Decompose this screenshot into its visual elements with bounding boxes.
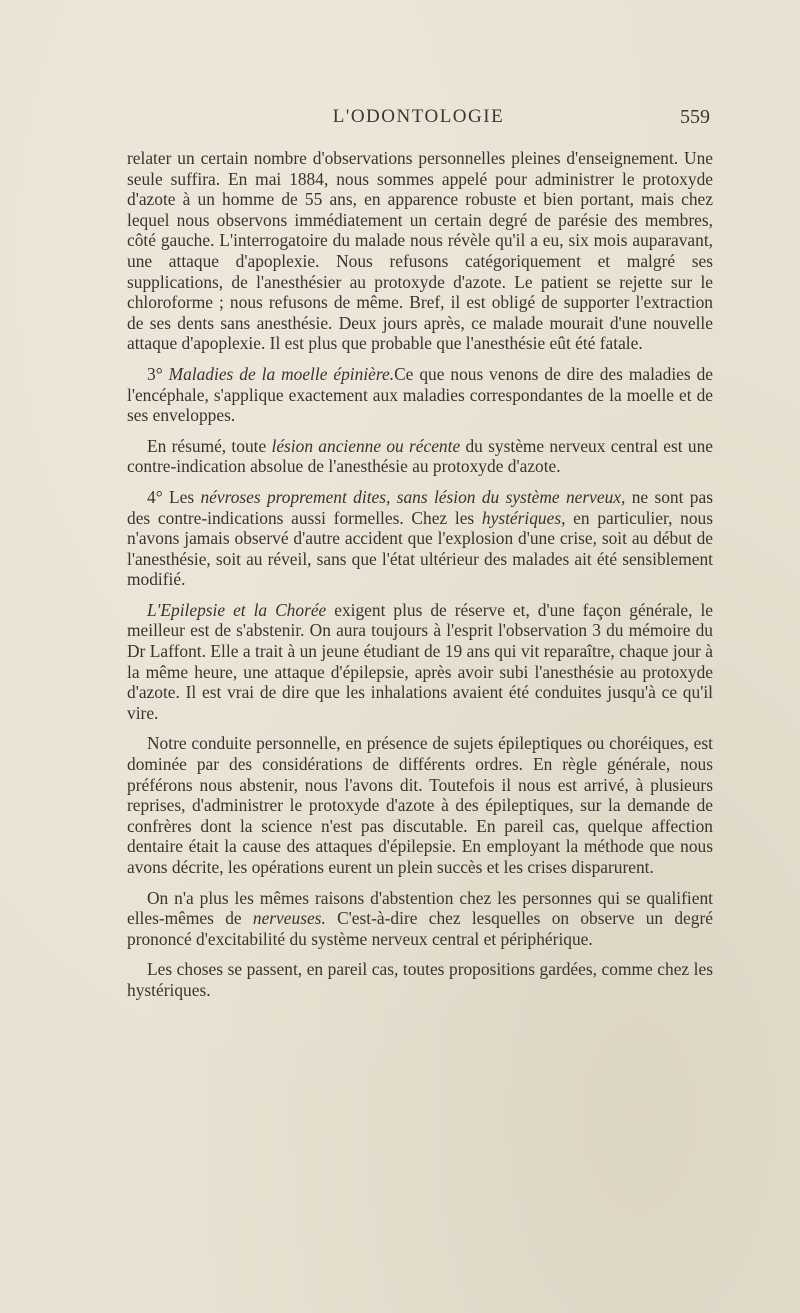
paragraph [127,888,713,950]
text-run: Ce que nous venons de dire des maladies de l'encéphale, s'applique exactement aux maladies correspondantes de la moelle et de ses enveloppes. [127,363,713,426]
running-head [127,104,710,134]
text-run: C'est-à-dire chez lesquelles on observe un degré prononcé d'excitabilité du système nerveux central et périphérique. [127,908,713,949]
running-title: L'ODONTOLOGIE [332,106,505,127]
body-text [127,148,713,1011]
page-number: 559 [680,106,710,128]
text-run: 3° [147,363,169,384]
text-run: en particulier, nous n'avons jamais observé d'autre accident que l'explosion d'une crise, soit au début de l'anesthésie, soit au réveil, sans que l'état ultérieur des malades ait été sensiblement modifié. [127,507,713,590]
italic-phrase: hystériques, [481,507,566,528]
text-run: Notre conduite personnelle, en présence de sujets épileptiques ou choréiques, est dominée par des considérations de différents ordres. En règle générale, nous préférons nous abstenir, nous l'avons dit. Toutefois il nous est arrivé, à plusieurs reprises, d'administrer le protoxyde d'azote à des épileptiques, sur la demande de confrères dont la science n'est pas discutable. En pareil cas, quelque affection dentaire était la cause des attaques d'épilepsie. En employant la méthode que nous avons décrite, les opérations eurent un plein succès et les crises disparurent. [127,733,713,877]
italic-phrase: nerveuses. [252,908,326,929]
text-run: exigent plus de réserve et, d'une façon générale, le meilleur est de s'abstenir. On aura toujours à l'esprit l'observation 3 du mémoire du Dr Laffont. Elle a trait à un jeune étudiant de 19 ans qui vit reparaître, chaque jour à la même heure, une attaque d'épilepsie, après avoir subi l'anesthésie au protoxyde d'azote. Il est vrai de dire que les inhalations avaient été conduites jusqu'à ce qu'il vire. [127,599,714,723]
text-run: Les choses se passent, en pareil cas, toutes propositions gardées, comme chez les hystériques. [127,959,713,1000]
italic-phrase: L'Epilepsie et la Chorée [147,599,327,620]
paragraph [127,959,713,1000]
text-run: On n'a plus les mêmes raisons d'abstention chez les personnes qui se qualifient elles-mêmes de [127,887,713,929]
text-run: 4° Les [147,486,201,507]
italic-phrase: névroses proprement dites, sans lésion du système nerveux, [200,486,626,507]
text-run: En résumé, toute [147,435,272,456]
paragraph [127,148,713,354]
paragraph [127,600,713,724]
text-run: ne sont pas des contre-indications aussi formelles. Chez les [127,486,713,528]
paragraph [127,733,713,877]
paragraph [127,436,713,477]
italic-phrase: lésion ancienne ou récente [271,435,461,456]
paragraph [127,364,713,426]
text-run: relater un certain nombre d'observations personnelles pleines d'enseignement. Une seule suffira. En mai 1884, nous sommes appelé pour administrer le protoxyde d'azote à un homme de 55 ans, en apparence robuste et bien portant, mais chez lequel nous observons immédiatement un certain degré de parésie des membres, côté gauche. L'interrogatoire du malade nous révèle qu'il a eu, six mois auparavant, une attaque d'apoplexie. Nous refusons catégoriquement et malgré ses supplications, de l'anesthésier au protoxyde d'azote. Le patient se rejette sur le chloroforme ; nous refusons de même. Bref, il est obligé de supporter l'extraction de ses dents sans anesthésie. Deux jours après, ce malade mourait d'une nouvelle attaque d'apoplexie. Il est plus que probable que l'anesthésie eût été fatale. [127,148,713,354]
paragraph [127,487,713,590]
text-run: du système nerveux central est une contre-indication absolue de l'anesthésie au protoxyde d'azote. [127,435,713,477]
italic-phrase: Maladies de la moelle épinière. [168,363,395,384]
